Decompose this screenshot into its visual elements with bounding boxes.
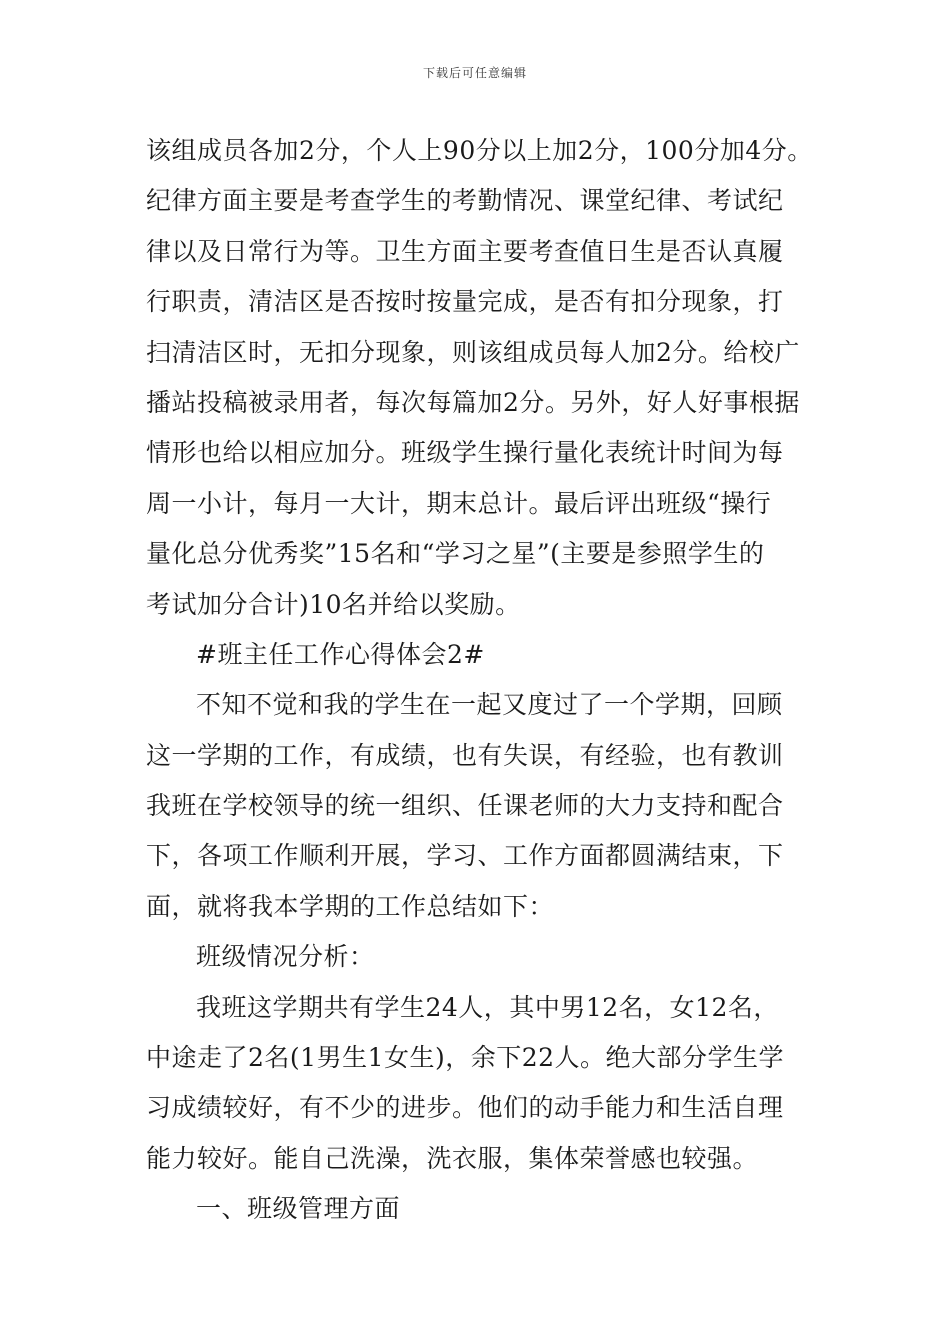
text-line: 考试加分合计)10名并给以奖励。	[146, 589, 521, 619]
text-line: 下，各项工作顺利开展，学习、工作方面都圆满结束，下	[146, 841, 784, 871]
text-line: 纪律方面主要是考查学生的考勤情况、课堂纪律、考试纪	[146, 186, 784, 216]
text-line: 能力较好。能自己洗澡，洗衣服，集体荣誉感也较强。	[146, 1143, 759, 1173]
text-line: 情形也给以相应加分。班级学生操行量化表统计时间为每	[146, 438, 784, 468]
text-line: 量化总分优秀奖”15名和“学习之星”(主要是参照学生的	[146, 539, 765, 569]
text-line: 行职责，清洁区是否按时按量完成，是否有扣分现象，打	[146, 287, 784, 317]
text-line: 周一小计，每月一大计，期末总计。最后评出班级“操行	[146, 488, 772, 518]
text-line: 我班在学校领导的统一组织、任课老师的大力支持和配合	[146, 791, 784, 821]
text-line: 这一学期的工作，有成绩，也有失误，有经验，也有教训	[146, 740, 784, 770]
text-line: 中途走了2名(1男生1女生)，余下22人。绝大部分学生学	[146, 1043, 785, 1073]
page-header: 下载后可任意编辑	[422, 66, 527, 80]
paragraph-start: 不知不觉和我的学生在一起又度过了一个学期，回顾	[196, 690, 783, 720]
text-line: 扫清洁区时，无扣分现象，则该组成员每人加2分。给校广	[146, 337, 800, 367]
subsection-heading: 一、班级管理方面	[196, 1194, 401, 1224]
paragraph-start: 我班这学期共有学生24人，其中男12名，女12名，	[196, 992, 779, 1022]
text-line: 面，就将我本学期的工作总结如下：	[146, 891, 555, 921]
subsection-heading: 班级情况分析：	[196, 942, 375, 972]
text-line: 该组成员各加2分，个人上90分以上加2分，100分加4分。	[146, 136, 813, 165]
text-line: 播站投稿被录用者，每次每篇加2分。另外，好人好事根据	[146, 387, 800, 417]
document-body	[146, 126, 826, 1235]
text-line: 律以及日常行为等。卫生方面主要考查值日生是否认真履	[146, 236, 784, 266]
text-line: 习成绩较好，有不少的进步。他们的动手能力和生活自理	[146, 1093, 784, 1123]
section-heading: #班主任工作心得体会2#	[196, 639, 485, 669]
